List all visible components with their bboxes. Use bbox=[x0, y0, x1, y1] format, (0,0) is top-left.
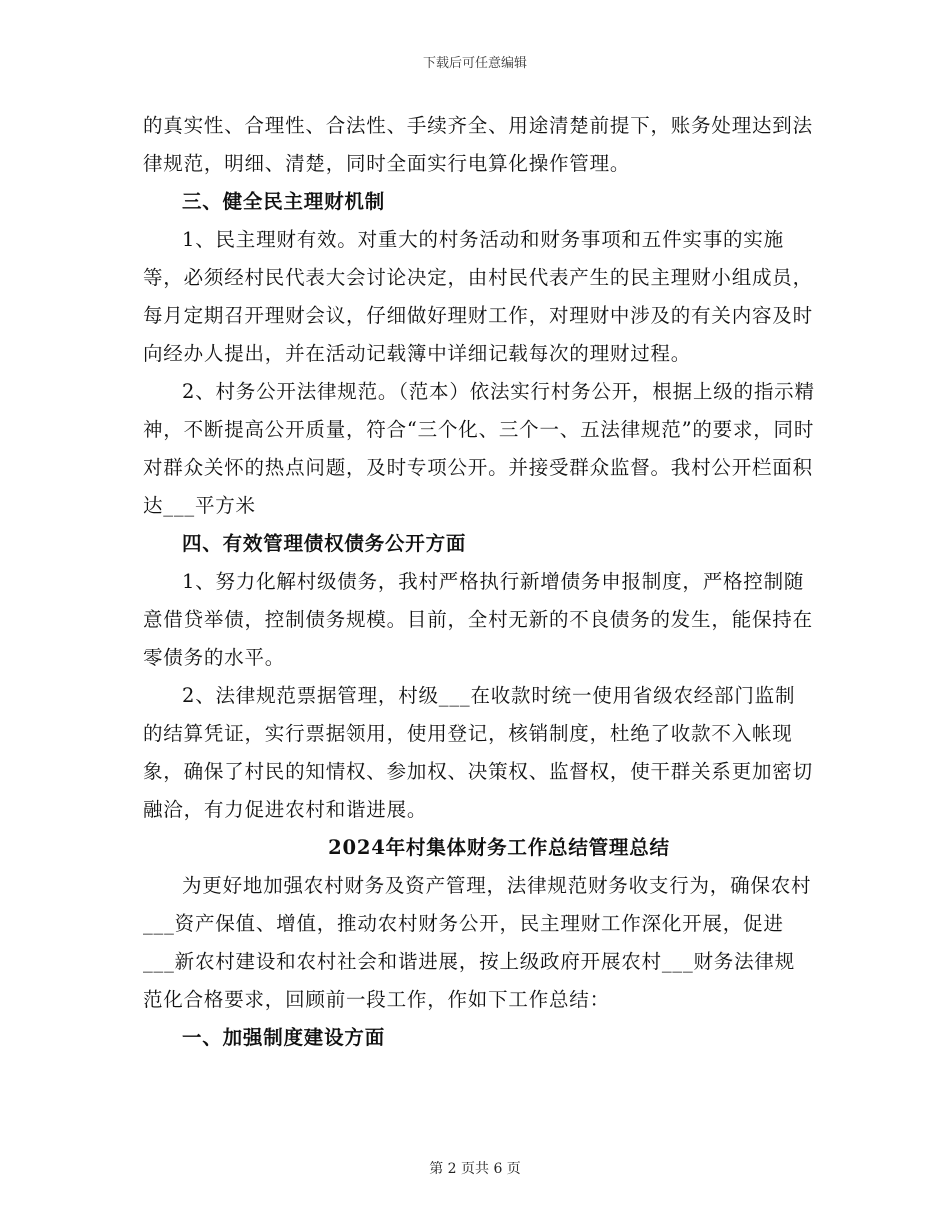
paragraph-continuation: 的真实性、合理性、合法性、手续齐全、用途清楚前提下，账务处理达到法律规范，明细、清楚，同时全面实行电算化操作管理。 bbox=[143, 114, 813, 175]
section-heading-3: 三、健全民主理财机制 bbox=[182, 190, 386, 213]
paragraph-debt-resolution: 1、努力化解村级债务，我村严格执行新增债务申报制度，严格控制随意借贷举债，控制债务规模。目前，全村无新的不良债务的发生，能保持在零债务的水平。 bbox=[143, 570, 813, 669]
paragraph-introduction: 为更好地加强农村财务及资产管理，法律规范财务收支行为，确保农村___资产保值、增值，推动农村财务公开，民主理财工作深化开展，促进___新农村建设和农村社会和谐进展，按上级政府开展农村___财务法律规范化合格要求，回顾前一段工作，作如下工作总结： bbox=[143, 874, 812, 1011]
document-title: 2024年村集体财务工作总结管理总结 bbox=[328, 836, 670, 859]
page-header: 下载后可任意编辑 bbox=[422, 56, 527, 71]
document-body bbox=[143, 107, 815, 1057]
section-heading-4: 四、有效管理债权债务公开方面 bbox=[182, 532, 467, 555]
paragraph-village-affairs-disclosure: 2、村务公开法律规范。（范本）依法实行村务公开，根据上级的指示精神，不断提高公开质量，符合“三个化、三个一、五法律规范”的要求，同时对群众关怀的热点问题，及时专项公开。并接受群众监督。我村公开栏面积达___平方米 bbox=[143, 380, 815, 517]
paragraph-democratic-finance: 1、民主理财有效。对重大的村务活动和财务事项和五件实事的实施等，必须经村民代表大会讨论决定，由村民代表产生的民主理财小组成员，每月定期召开理财会议，仔细做好理财工作，对理财中涉及的有关内容及时向经办人提出，并在活动记载簿中详细记载每次的理财过程。 bbox=[143, 228, 813, 365]
page-footer: 第 2 页共 6 页 bbox=[429, 1161, 521, 1177]
paragraph-receipt-management: 2、法律规范票据管理，村级___在收款时统一使用省级农经部门监制的结算凭证，实行票据领用，使用登记，核销制度，杜绝了收款不入帐现象，确保了村民的知情权、参加权、决策权、监督权，使干群关系更加密切融洽，有力促进农村和谐进展。 bbox=[143, 684, 813, 821]
section-heading-1: 一、加强制度建设方面 bbox=[182, 1026, 386, 1049]
